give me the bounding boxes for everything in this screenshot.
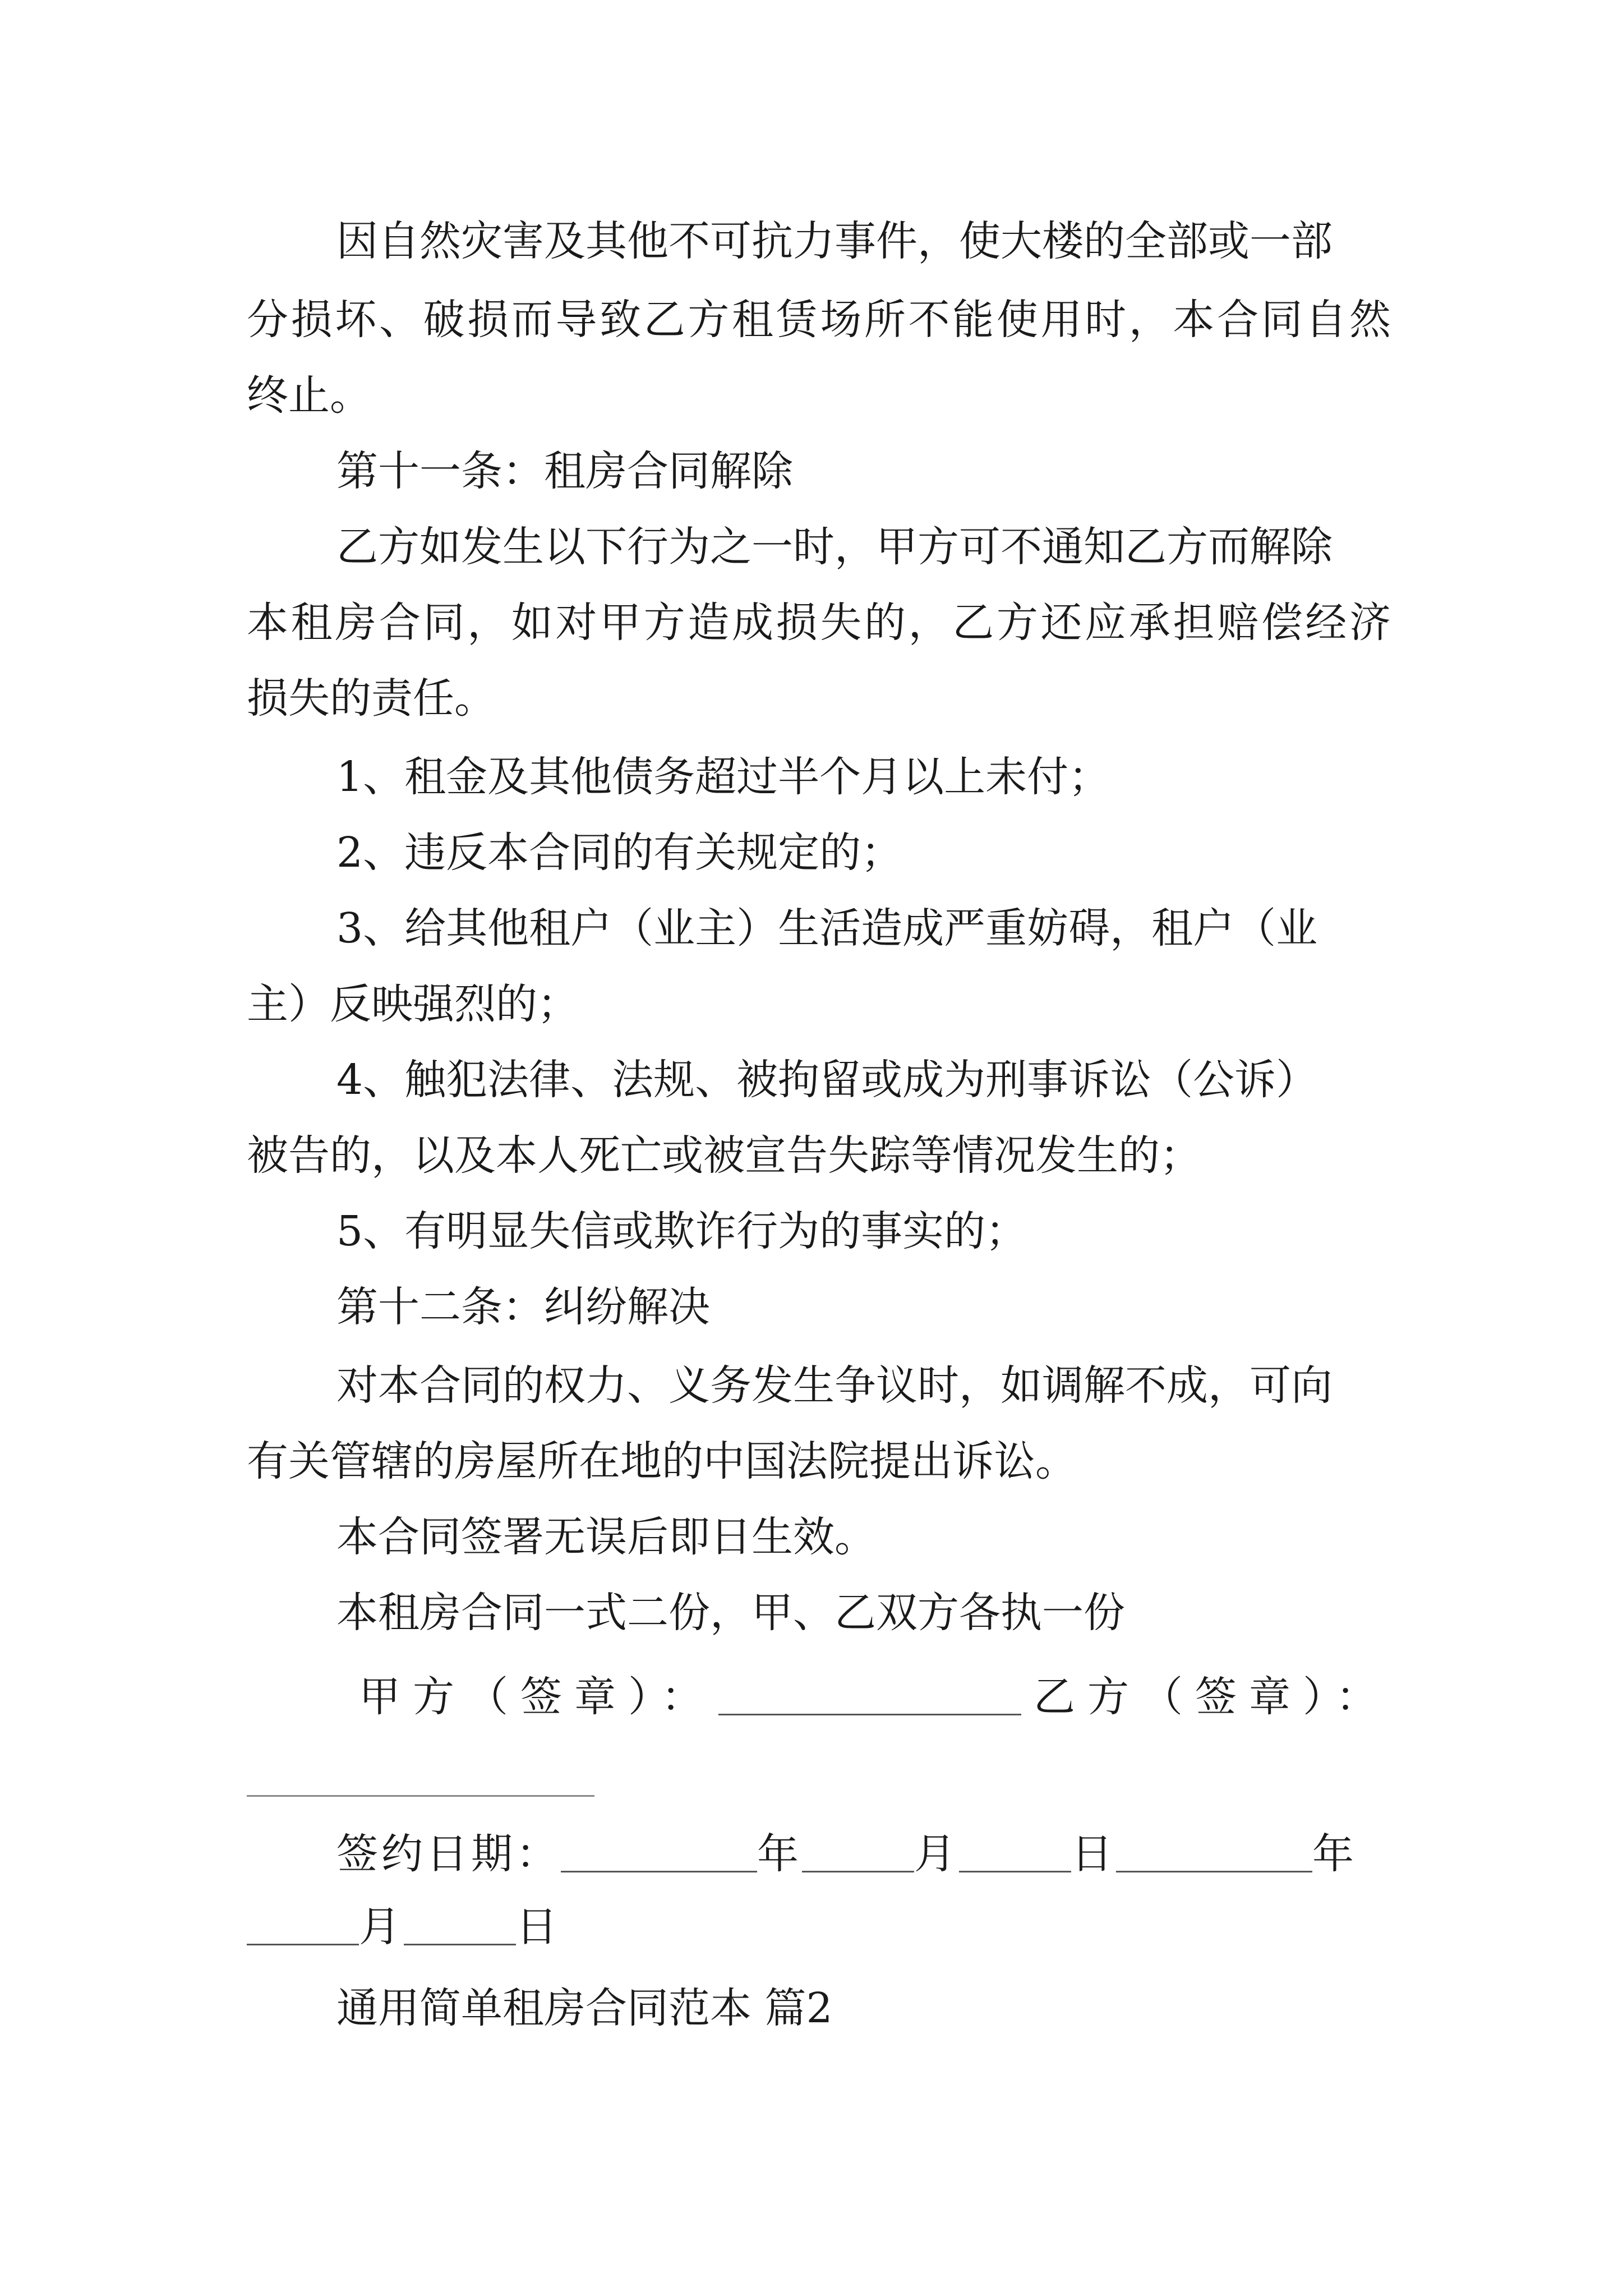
signing-date-label: 签约日期：	[336, 1830, 561, 1878]
list-item-1: 1、租金及其他债务超过半个月以上未付；	[336, 753, 1110, 801]
list-item-3-cont: 主）反映强烈的；	[247, 980, 579, 1028]
list-item-5: 5、有明显失信或欺诈行为的事实的；	[336, 1207, 1027, 1255]
party-b-label: 乙方（签章）：	[1034, 1673, 1390, 1721]
party-b-signature-blank	[247, 1795, 594, 1797]
paragraph-line: 本租房合同，如对甲方造成损失的，乙方还应承担赔偿经济	[247, 599, 1391, 647]
list-item-3: 3、给其他租户（业主）生活造成严重妨碍，租户（业	[336, 904, 1318, 953]
next-section-title: 通用简单租房合同范本 篇2	[336, 1984, 833, 2032]
month-blank	[802, 1832, 914, 1872]
party-a-signature-blank	[718, 1674, 1021, 1715]
month-label-2: 月	[359, 1903, 404, 1951]
list-item-4-cont: 被告的，以及本人死亡或被宣告失踪等情况发生的；	[247, 1131, 1201, 1180]
paragraph-line: 有关管辖的房屋所在地的中国法院提出诉讼。	[247, 1437, 1077, 1485]
paragraph-line: 分损坏、破损而导致乙方租赁场所不能使用时，本合同自然	[247, 296, 1391, 344]
signature-line	[359, 1669, 1391, 1725]
paragraph-line: 因自然灾害及其他不可抗力事件，使大楼的全部或一部	[336, 217, 1332, 265]
paragraph-line: 对本合同的权力、义务发生争议时，如调解不成，可向	[336, 1361, 1332, 1410]
party-a-label: 甲方（签章）：	[359, 1673, 715, 1721]
year-blank	[561, 1832, 757, 1872]
paragraph-line: 本租房合同一式二份，甲、乙双方各执一份	[336, 1589, 1125, 1637]
article-12-heading: 第十二条：纠纷解决	[336, 1283, 710, 1331]
year-label-2: 年	[1312, 1830, 1357, 1878]
list-item-2: 2、违反本合同的有关规定的；	[336, 829, 903, 877]
year-blank-2	[1116, 1832, 1312, 1872]
day-label-2: 日	[516, 1903, 561, 1951]
paragraph-line: 损失的责任。	[247, 674, 496, 723]
signing-date-line-cont	[247, 1899, 1391, 1955]
list-item-4: 4、触犯法律、法规、被拘留或成为刑事诉讼（公诉）	[336, 1056, 1318, 1104]
month-blank-2	[247, 1904, 359, 1945]
paragraph-line: 本合同签署无误后即日生效。	[336, 1513, 876, 1561]
day-blank	[959, 1832, 1071, 1872]
signing-date-line	[336, 1826, 1402, 1882]
month-label: 月	[914, 1830, 959, 1878]
article-11-heading: 第十一条：租房合同解除	[336, 447, 793, 495]
day-label: 日	[1071, 1830, 1116, 1878]
year-label: 年	[757, 1830, 802, 1878]
day-blank-2	[404, 1904, 516, 1945]
paragraph-line: 终止。	[247, 371, 371, 420]
paragraph-line: 乙方如发生以下行为之一时，甲方可不通知乙方而解除	[336, 523, 1332, 571]
